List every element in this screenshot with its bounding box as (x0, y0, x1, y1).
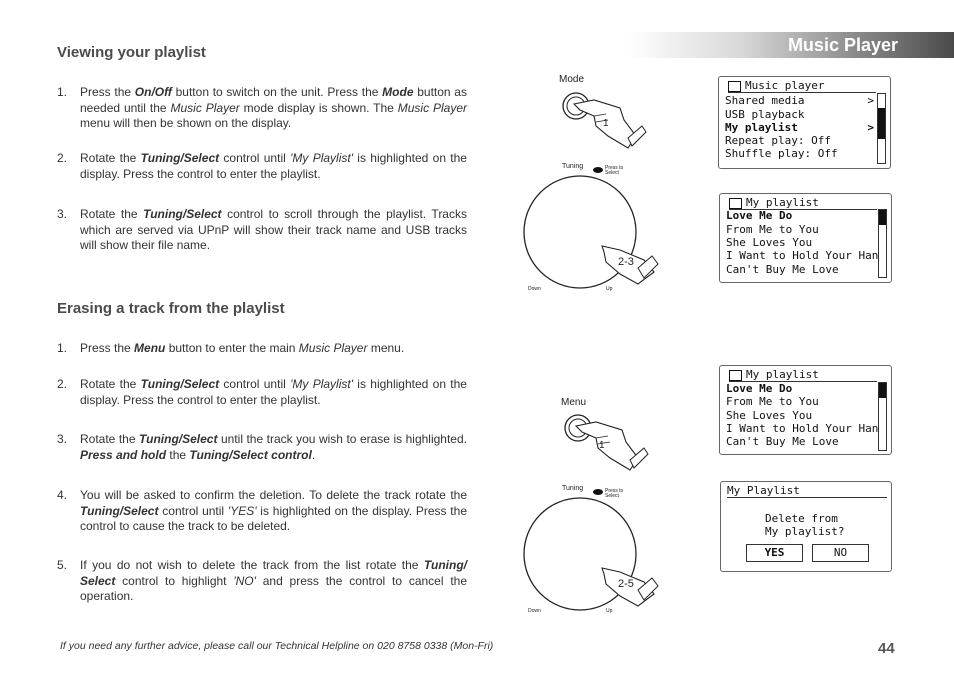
menu-button-label: Menu (561, 397, 587, 408)
lcd-track-selected: Love Me Do (726, 382, 793, 395)
lcd-track: Can't Buy Me Love (726, 435, 839, 448)
lcd-track: She Loves You (726, 409, 813, 422)
tuning-knob-illustration (520, 172, 660, 290)
lcd-menu-item: USB playback (725, 108, 805, 121)
step-2-3-marker: 2-3 (618, 256, 634, 268)
lcd-delete-confirm (720, 481, 892, 572)
erase-step-1: 1. Press the Menu button to enter the main Music Player menu. (57, 341, 405, 355)
erase-step-5: 5. If you do not wish to delete the track from the list rotate the Tuning/ Select control to highlight 'NO' and press the control to cancel the operation. (57, 558, 468, 603)
section-heading-viewing: Viewing your playlist (57, 44, 206, 61)
step-1b-marker: 1 (599, 440, 605, 451)
lcd-scrollbar (877, 93, 886, 164)
yes-button[interactable]: YES (746, 544, 803, 562)
lcd-track: I Want to Hold Your Han (726, 422, 879, 435)
playlist-icon (729, 370, 742, 381)
lcd-scrollbar (878, 209, 887, 278)
down-label-2: Down (528, 608, 541, 614)
step-1: 1. Press the On/Off button to switch on the unit. Press the Mode button as needed until the Music Player mode display is shown. The Music Player menu will then be shown on the display. (57, 85, 467, 130)
erase-step-3: 3. Rotate the Tuning/Select until the track you wish to erase is highlighted. Press and hold the Tuning/Select control. (57, 432, 467, 462)
up-label-2: Up (606, 608, 613, 614)
playlist-icon (729, 198, 742, 209)
lcd-track: I Want to Hold Your Han (726, 249, 879, 262)
mode-button-label: Mode (559, 74, 585, 85)
lcd-menu-item: Shuffle play: Off (725, 147, 838, 160)
press-select-label: Press to Select (605, 165, 624, 176)
menu-list-icon (728, 81, 741, 92)
chevron-right-icon: > (867, 121, 874, 134)
lcd-my-playlist (719, 193, 892, 283)
press-select-label-2: Press to Select (605, 488, 624, 499)
page-number: 44 (878, 640, 895, 657)
erase-step-2: 2. Rotate the Tuning/Select control until 'My Playlist' is highlighted on the display. Press the control to enter the playlist. (57, 377, 467, 407)
press-mode-button-illustration (550, 86, 650, 158)
tuning-knob-illustration-2 (520, 494, 660, 612)
lcd-track: From Me to You (726, 223, 819, 236)
up-label: Up (606, 286, 613, 292)
confirm-message-line-1: Delete from (765, 512, 838, 525)
step-2: 2. Rotate the Tuning/Select control until 'My Playlist' is highlighted on the display. Press the control to enter the playlist. (57, 151, 467, 181)
lcd-title-bar: Music player (728, 80, 876, 93)
lcd-title-bar: My Playlist (727, 485, 887, 498)
lcd-menu-item-selected: My playlist (725, 121, 798, 134)
step-2-5-marker: 2-5 (618, 578, 634, 590)
section-heading-erasing: Erasing a track from the playlist (57, 300, 285, 317)
helpline-note: If you need any further advice, please call our Technical Helpline on 020 8758 0338 (Mon-Fri) (60, 640, 494, 652)
lcd-title-bar: My playlist (729, 197, 877, 210)
tuning-label: Tuning (562, 163, 584, 170)
lcd-my-playlist-erase (719, 365, 892, 455)
lcd-track: Can't Buy Me Love (726, 263, 839, 276)
down-label: Down (528, 286, 541, 292)
page-title: Music Player (787, 35, 898, 55)
lcd-menu-item: Shared media (725, 94, 805, 107)
erase-step-4: 4. You will be asked to confirm the deletion. To delete the track rotate the Tuning/Select control until 'YES' is highlighted on the display. Press the control to cause the track to be deleted. (57, 488, 467, 533)
lcd-music-player-menu (718, 76, 891, 169)
lcd-menu-item: Repeat play: Off (725, 134, 831, 147)
lcd-title-bar: My playlist (729, 369, 877, 382)
step-1-marker: 1 (603, 118, 609, 129)
confirm-message-line-2: My playlist? (765, 525, 845, 538)
tuning-label-2: Tuning (562, 485, 584, 492)
chevron-right-icon: > (867, 94, 874, 107)
lcd-track: She Loves You (726, 236, 813, 249)
lcd-track: From Me to You (726, 395, 819, 408)
no-button[interactable]: NO (812, 544, 869, 562)
step-3: 3. Rotate the Tuning/Select control to scroll through the playlist. Tracks which are served via UPnP will show their track name and USB tracks will show their file name. (57, 207, 467, 252)
lcd-track-selected: Love Me Do (726, 209, 793, 222)
lcd-scrollbar (878, 382, 887, 451)
